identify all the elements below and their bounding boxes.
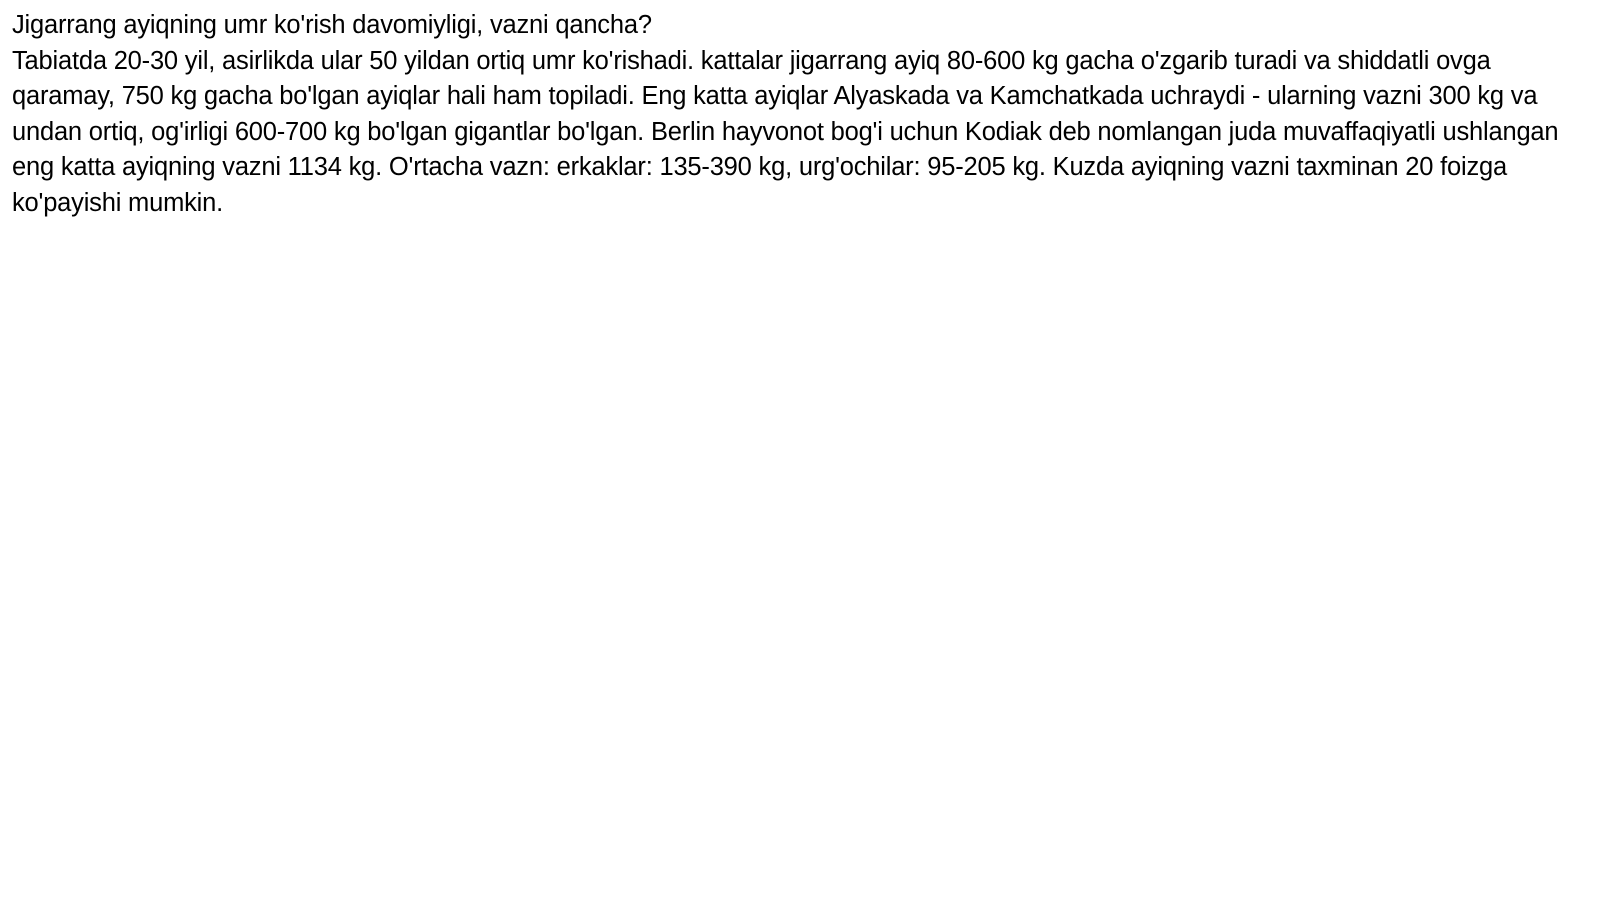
question-text: Jigarrang ayiqning umr ko'rish davomiyligi, vazni qancha?	[12, 11, 652, 39]
answer-text: Tabiatda 20-30 yil, asirlikda ular 50 yildan ortiq umr ko'rishadi. kattalar jigarrang ayiq 80-600 kg gacha o'zgarib turadi va shiddatli ovga qaramay, 750 kg gacha bo'lgan ayiqlar hali ham topiladi. Eng katta ayiqlar Alyaskada va Kamchatkada uchraydi - ularning vazni 300 kg va undan ortiq, og'irligi 600-700 kg bo'lgan gigantlar bo'lgan. Berlin hayvonot bog'i uchun Kodiak deb nomlangan juda muvaffaqiyatli ushlangan eng katta ayiqning vazni 1134 kg. O'rtacha vazn: erkaklar: 135-390 kg, urg'ochilar: 95-205 kg. Kuzda ayiqning vazni taxminan 20 foizga ko'payishi mumkin.	[12, 46, 1559, 217]
text-block	[12, 8, 1592, 221]
